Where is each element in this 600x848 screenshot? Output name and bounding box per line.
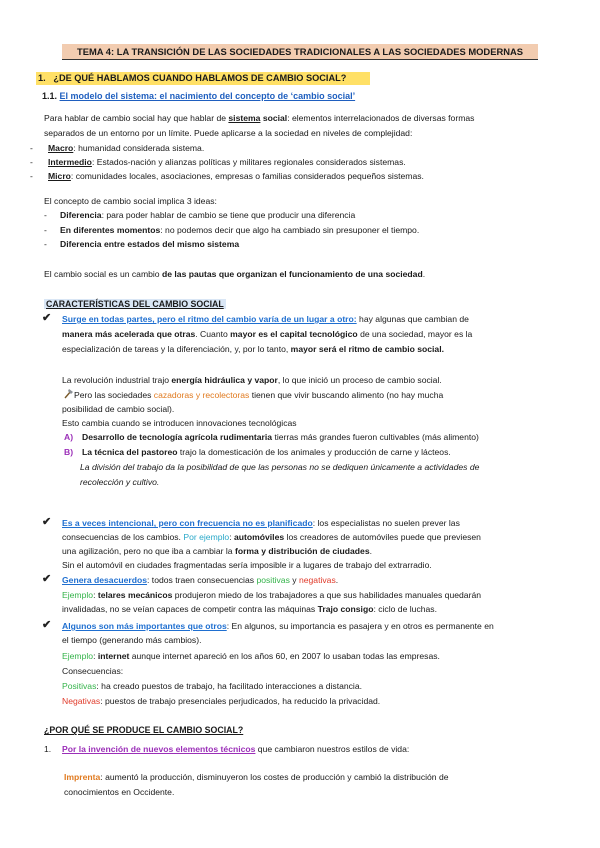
char4-negative: Negativas: puestos de trabajo presenciales perjudicados, ha reducido la privacidad. [62,696,381,706]
char3-line-1: Genera desacuerdos: todos traen consecuencias positivas y negativas. [62,575,339,585]
list-item-macro: - Macro: humanidad considerada sistema. [30,143,205,153]
innovation-b: B) La técnica del pastoreo trajo la domesticación de los animales y producción de carne y lácteos. [64,447,451,457]
check-icon: ✔ [42,619,52,631]
why-heading: ¿POR QUÉ SE PRODUCE EL CAMBIO SOCIAL? [44,725,244,735]
check-icon: ✔ [42,573,52,585]
definition-line: El cambio social es un cambio de las pautas que organizan el funcionamiento de una sociedad. [44,269,426,279]
term-social: social [262,113,288,123]
idea-estados: - Diferencia entre estados del mismo sistema [44,239,240,249]
document-title: TEMA 4: LA TRANSICIÓN DE LAS SOCIEDADES TRADICIONALES A LAS SOCIEDADES MODERNAS [62,44,538,60]
char1-line-2: manera más acelerada que otras. Cuanto mayor es el capital tecnológico de una sociedad, mayor es la [62,329,473,339]
hunters-line-2: posibilidad de cambio social). [62,404,175,414]
check-icon: ✔ [42,516,52,528]
revolution-line: La revolución industrial trajo energía hidráulica y vapor, lo que inició un proceso de cambio social. [62,375,442,385]
char2-line-2: consecuencias de los cambios. Por ejemplo: automóviles los creadores de automóviles puede que previesen [62,532,481,542]
list-item-micro: - Micro: comunidades locales, asociaciones, empresas o familias considerados pequeños sistemas. [30,171,424,181]
imprenta-line-2: conocimientos en Occidente. [64,787,175,797]
intro-line-1: Para hablar de cambio social hay que hablar de sistema social: elementos interrelacionados de diversas formas [44,113,475,123]
subsection-link[interactable]: El modelo del sistema: el nacimiento del concepto de ‘cambio social’ [59,91,356,101]
axe-icon [62,388,74,400]
char1-line-3: especialización de tareas y la diferenciación, y, por lo tanto, mayor será el ritmo de cambio social. [62,344,444,354]
char1-line-1: Surge en todas partes, pero el ritmo del cambio varía de un lugar a otro: hay algunas que cambian de [62,314,469,324]
list-item-intermedio: - Intermedio: Estados-nación y alianzas políticas y militares regionales considerados sistemas. [30,157,406,167]
idea-momentos: - En diferentes momentos: no podemos decir que algo ha cambiado sin presuponer el tiempo. [44,225,420,235]
division-line-1: La división del trabajo da la posibilidad de que las personas no se dediquen únicamente a actividades de [80,462,480,472]
idea-diferencia: - Diferencia: para poder hablar de cambio se tiene que producir una diferencia [44,210,356,220]
subsection-heading-1-1 [42,90,355,103]
subsection-number: 1.1. [42,91,58,101]
hunters-line-3: Esto cambia cuando se introducen innovaciones tecnológicas [62,418,297,428]
char4-example: Ejemplo: internet aunque internet apareció en los años 60, en 2007 lo usaban todas las empresas. [62,651,440,661]
check-icon: ✔ [42,312,52,324]
char4-positive: Positivas: ha creado puestos de trabajo, ha facilitado interacciones a distancia. [62,681,363,691]
characteristics-heading: CARACTERÍSTICAS DEL CAMBIO SOCIAL [46,299,224,309]
section-number: 1. [38,73,46,83]
reason-1: 1. Por la invención de nuevos elementos técnicos que cambiaron nuestros estilos de vida: [44,744,410,754]
char2-line-4: Sin el automóvil en ciudades fragmentadas sería imposible ir a lugares de trabajo del extrarradio. [62,560,432,570]
ideas-intro: El concepto de cambio social implica 3 ideas: [44,196,217,206]
char4-line-2: el tiempo (generando más cambios). [62,635,202,645]
char4-consequences: Consecuencias: [62,666,124,676]
char2-line-3: una agilización, pero no que iba a cambiar la forma y distribución de ciudades. [62,546,373,556]
char4-line-1: Algunos son más importantes que otros: En algunos, su importancia es pasajera y en otros es permanente en [62,621,494,631]
char3-line-2: Ejemplo: telares mecánicos produjeron miedo de los trabajadores a que sus habilidades manuales quedarán [62,590,482,600]
section-heading-text: ¿DE QUÉ HABLAMOS CUANDO HABLAMOS DE CAMBIO SOCIAL? [53,73,347,83]
innovation-a: A) Desarrollo de tecnología agrícola rudimentaria tierras más grandes fueron cultivables (más alimento) [64,432,479,442]
intro-line-2: separados de un entorno por un límite. Puede aplicarse a la sociedad en niveles de complejidad: [44,128,413,138]
hunters-line-1: Pero las sociedades cazadoras y recolectoras tienen que vivir buscando alimento (no hay mucha [74,390,444,400]
term-sistema: sistema [228,113,261,123]
section-heading-1 [36,72,370,85]
imprenta-line-1: Imprenta: aumentó la producción, disminuyeron los costes de producción y cambió la distribución de [64,772,449,782]
char3-line-3: invalidadas, no se veían capaces de competir contra las máquinas Trajo consigo: ciclo de luchas. [62,604,437,614]
division-line-2: recolección y cultivo. [80,477,160,487]
char2-line-1: Es a veces intencional, pero con frecuencia no es planificado: los especialistas no suelen prever las [62,518,460,528]
